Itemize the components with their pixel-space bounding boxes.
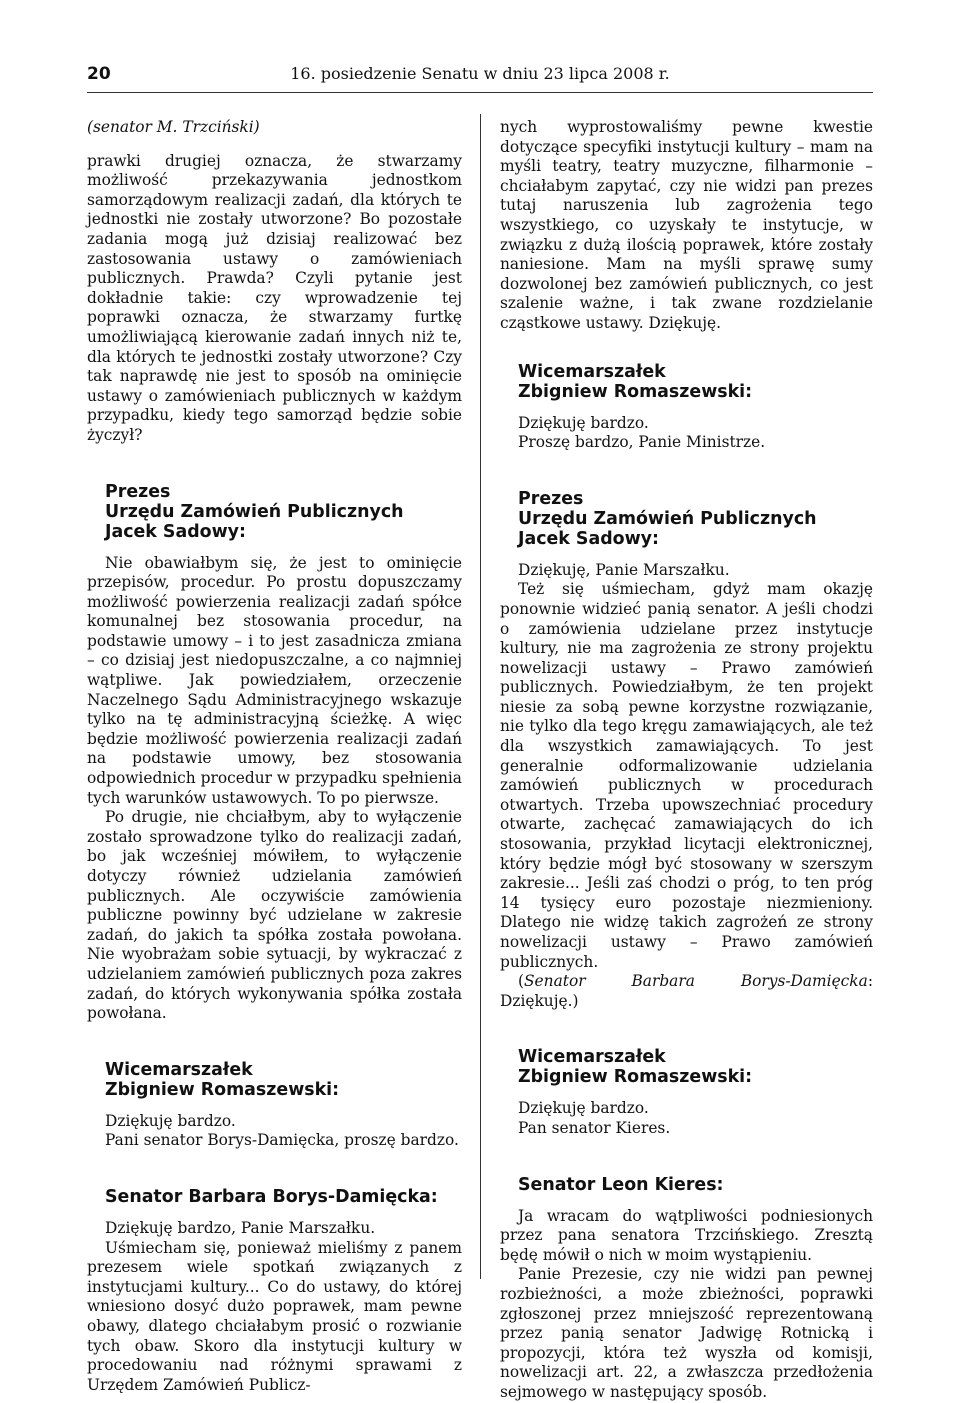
speaker-attribution: (senator M. Trzciński): [87, 118, 260, 136]
paragraph: nych wyprostowaliśmy pewne kwestie dotyczące specyfiki instytucji kultury – mam na myśli teatry, teatry muzyczne, filharmonie – chciałabym zapytać, czy nie widzi pan prezes tutaj naruszenia lub zagrożenia tego wszystkiego, co uzyskały te instytucje, w związku z dużą ilością poprawek, które zostały naniesione. Mam na myśli sprawę sumy dozwolonej bez zamówień publicznych, co jest szalenie ważne, i tak zwane rozdzielanie cząstkowe ustawy. Dziękuję.: [500, 118, 873, 332]
page-number: 20: [87, 64, 111, 84]
speaker-name: Jacek Sadowy:: [518, 528, 659, 549]
paragraph: Po drugie, nie chciałbym, aby to wyłączenie zostało sprowadzone tylko do realizacji zadań, bo jak wcześniej mówiłem, to wyłączenie dotyczy również udzielania zamówień publicznych. Ale oczywiście zamówienia publiczne powinny być udzielane w zakresie zadań, do jakich ta spółka została powołana. Nie wyobrażam sobie sytuacji, by wykraczać z udzielaniem zamówień publicznych poza zakres zadań, do których wykonywania spółka została powołana.: [87, 808, 462, 1023]
column-divider: [480, 114, 481, 1279]
header-rule: [87, 92, 873, 93]
paragraph: Dziękuję bardzo.: [105, 1111, 236, 1130]
speaker-name: Senator Barbara Borys-Damięcka:: [105, 1186, 438, 1207]
right-column: [500, 118, 873, 1403]
paragraph: Pan senator Kieres.: [518, 1118, 671, 1137]
speaker-heading: [518, 362, 873, 402]
paragraph: Proszę bardzo, Panie Ministrze.: [518, 433, 766, 452]
speaker-heading: [105, 1060, 462, 1100]
interjection-text: : Dziękuję.): [500, 972, 873, 1010]
speaker-name: Zbigniew Romaszewski:: [518, 1067, 753, 1088]
speaker-role: Wicemarszałek: [518, 1047, 666, 1068]
speaker-name: Jacek Sadowy:: [105, 521, 246, 542]
speaker-office: Urzędu Zamówień Publicznych: [518, 508, 817, 529]
speaker-name: Senator Leon Kieres:: [518, 1174, 724, 1195]
left-column: [87, 118, 462, 1395]
paragraph: Uśmiecham się, ponieważ mieliśmy z panem prezesem wiele spotkań związanych z instytucjami kultury... Co do ustawy, do której wniesiono dosyć dużo poprawek, mam pewne obawy, dlatego chciałabym prosić o rozwianie tych obaw. Skoro dla instytucji kultury w procedowaniu nad różnymi sprawami z Urzędem Zamówień Publicz-: [87, 1238, 462, 1394]
speaker-role: Wicemarszałek: [518, 361, 666, 382]
paragraph: Dziękuję, Panie Marszałku.: [518, 560, 730, 579]
speaker-role: Prezes: [518, 488, 584, 509]
speaker-heading: [105, 1187, 462, 1207]
speaker-name: Zbigniew Romaszewski:: [518, 381, 753, 402]
speaker-heading: [105, 482, 462, 542]
interjection: (Senator Barbara Borys-Damięcka: Dziękuję.): [500, 972, 873, 1010]
paragraph: Nie obawiałbym się, że jest to ominięcie przepisów, procedur. Po prostu dopuszczamy możliwość powierzenia realizacji zadań spółce komunalnej bez stosowania procedur, na podstawie umowy – i to jest zasadnicza zmiana – co dzisiaj jest niedopuszczalne, a co najmniej wątpliwe. Jak powiedziałem, orzeczenie Naczelnego Sądu Administracyjnego wskazuje tylko na tę administracyjną ścieżkę. A więc będzie możliwość powierzenia realizacji zadań na podstawie umowy, bez stosowania odpowiednich procedur w przypadku spełnienia tych warunków ustawowych. To po pierwsze.: [87, 553, 462, 807]
speaker-heading: [518, 489, 873, 549]
page-header: [87, 64, 873, 88]
paragraph: Panie Prezesie, czy nie widzi pan pewnej rozbieżności, a może zbieżności, poprawki zgłoszonej przez mniejszość reprezentowaną przez panią senator Jadwigę Rotnicką i propozycji, która też wyszła od komisji, nowelizacji art. 22, a zwłaszcza przedłożenia sejmowego w następujący sposób.: [500, 1265, 873, 1401]
paragraph: Dziękuję bardzo.: [518, 413, 649, 432]
paragraph: Dziękuję bardzo.: [518, 1099, 649, 1118]
speaker-role: Wicemarszałek: [105, 1059, 253, 1080]
paragraph: Dziękuję bardzo, Panie Marszałku.: [105, 1218, 376, 1237]
speaker-office: Urzędu Zamówień Publicznych: [105, 501, 404, 522]
paragraph: Pani senator Borys-Damięcka, proszę bardzo.: [105, 1131, 459, 1150]
speaker-heading: [518, 1047, 873, 1087]
speaker-name: Zbigniew Romaszewski:: [105, 1079, 340, 1100]
paragraph: Ja wracam do wątpliwości podniesionych przez pana senatora Trzcińskiego. Zresztą będę mówił o nich w moim wystąpieniu.: [500, 1206, 873, 1264]
speaker-heading: [518, 1175, 873, 1195]
speaker-role: Prezes: [105, 481, 171, 502]
interjection-speaker: Senator Barbara Borys-Damięcka: [524, 972, 868, 991]
paragraph: prawki drugiej oznacza, że stwarzamy możliwość przekazywania jednostkom samorządowym realizacji zadań, dla których te jednostki nie zostały utworzone? Bo pozostałe zadania mogą już dzisiaj realizować bez zastosowania ustawy o zamówieniach publicznych. Prawda? Czyli pytanie jest dokładnie takie: czy wprowadzenie tej poprawki oznacza, że stwarzamy furtkę umożliwiającą kierowanie zadań innych niż te, dla których te jednostki zostały utworzone? Czy tak naprawdę nie jest to sposób na ominięcie ustawy o zamówieniach publicznych w każdym przypadku, kiedy tego samorząd będzie sobie życzył?: [87, 151, 462, 444]
running-header-title: 16. posiedzenie Senatu w dniu 23 lipca 2008 r.: [290, 64, 670, 83]
paragraph: Też się uśmiecham, gdyż mam okazję ponownie widzieć panią senator. A jeśli chodzi o zamówienia udzielane przez instytucje kultury, nie ma zagrożenia ze strony projektu nowelizacji ustawy – Prawo zamówień publicznych. Powiedziałbym, że ten projekt niesie za sobą pewne korzystne rozwiązanie, nie tylko dla tego kręgu zamawiających, ale też dla wszystkich zamawiających. To jest generalnie odformalizowanie udzielania zamówień publicznych w procedurach otwartych. Trzeba upowszechniać procedury otwarte, zachęcać zamawiających do ich stosowania, przykład licytacji elektronicznej, który będzie mógł być stosowany w szerszym zakresie... Jeśli zaś chodzi o próg, to ten próg 14 tysięcy euro pozostaje niezmieniony. Dlatego nie widzę takich zagrożeń ze strony nowelizacji ustawy – Prawo zamówień publicznych.: [500, 580, 873, 971]
